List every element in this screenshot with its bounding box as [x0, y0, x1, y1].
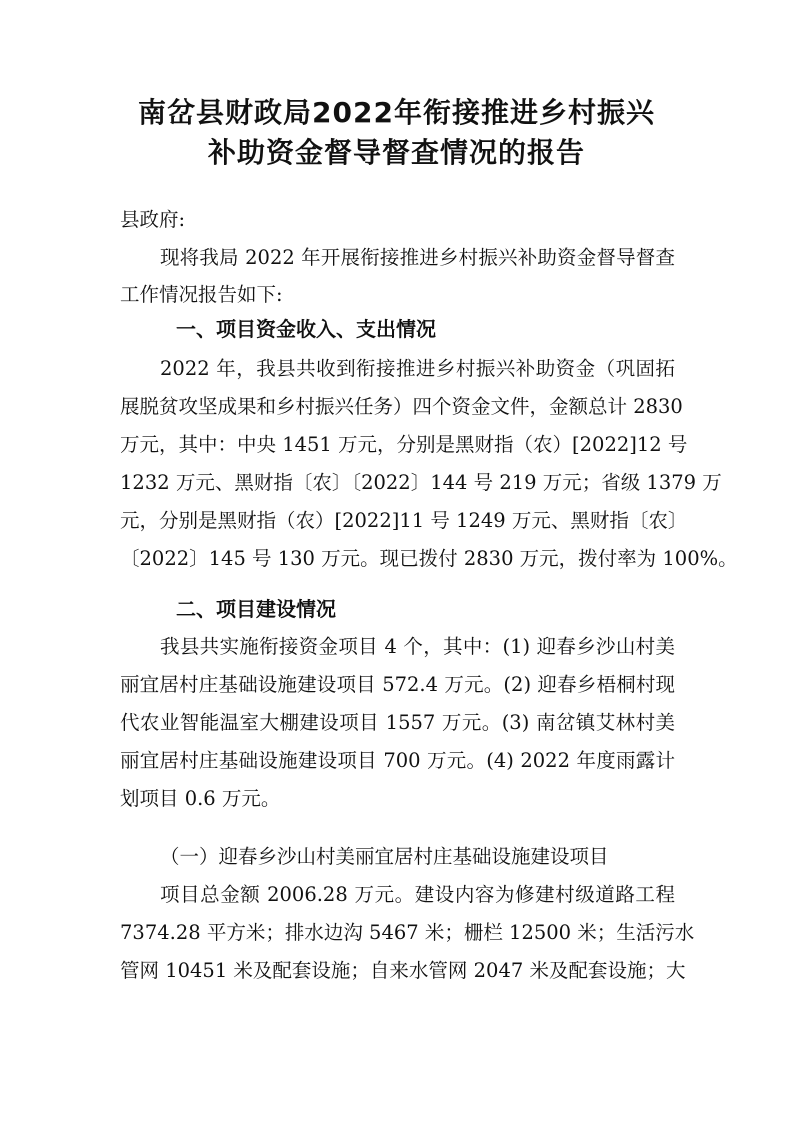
section1-line-5: 元，分别是黑财指（农）[2022]11 号 1249 万元、黑财指〔农〕	[120, 509, 688, 532]
section2-line-2: 丽宜居村庄基础设施建设项目 572.4 万元。(2) 迎春乡梧桐村现	[120, 673, 675, 696]
salutation: 县政府:	[120, 208, 186, 231]
document-title-line-2: 补助资金督导督查情况的报告	[207, 136, 585, 169]
subsection-heading-1: （一）迎春乡沙山村美丽宜居村庄基础设施建设项目	[160, 845, 609, 868]
intro-line-2: 工作情况报告如下:	[120, 283, 283, 306]
section1-line-3: 万元，其中：中央 1451 万元，分别是黑财指（农）[2022]12 号	[120, 433, 688, 456]
section1-line-6: 〔2022〕145 号 130 万元。现已拨付 2830 万元，拨付率为 100%。	[120, 547, 738, 570]
section2-line-3: 代农业智能温室大棚建设项目 1557 万元。(3) 南岔镇艾林村美	[120, 711, 675, 734]
intro-line-1: 现将我局 2022 年开展衔接推进乡村振兴补助资金督导督查	[160, 246, 675, 269]
section2-line-1: 我县共实施衔接资金项目 4 个，其中：(1) 迎春乡沙山村美	[160, 635, 675, 658]
section-heading-2: 二、项目建设情况	[176, 597, 336, 621]
subsection1-line-1: 项目总金额 2006.28 万元。建设内容为修建村级道路工程	[160, 883, 675, 906]
section-heading-1: 一、项目资金收入、支出情况	[176, 317, 436, 341]
subsection1-line-2: 7374.28 平方米；排水边沟 5467 米；栅栏 12500 米；生活污水	[120, 921, 695, 944]
section1-line-1: 2022 年，我县共收到衔接推进乡村振兴补助资金（巩固拓	[160, 357, 675, 380]
subsection1-line-3: 管网 10451 米及配套设施；自来水管网 2047 米及配套设施；大	[120, 959, 686, 982]
section2-line-5: 划项目 0.6 万元。	[120, 787, 281, 810]
section1-line-2: 展脱贫攻坚成果和乡村振兴任务）四个资金文件，金额总计 2830	[120, 395, 683, 418]
section2-line-4: 丽宜居村庄基础设施建设项目 700 万元。(4) 2022 年度雨露计	[120, 749, 675, 772]
document-title-line-1: 南岔县财政局2022年衔接推进乡村振兴	[138, 96, 655, 129]
section1-line-4: 1232 万元、黑财指〔农〕〔2022〕144 号 219 万元；省级 1379 万	[120, 471, 722, 494]
